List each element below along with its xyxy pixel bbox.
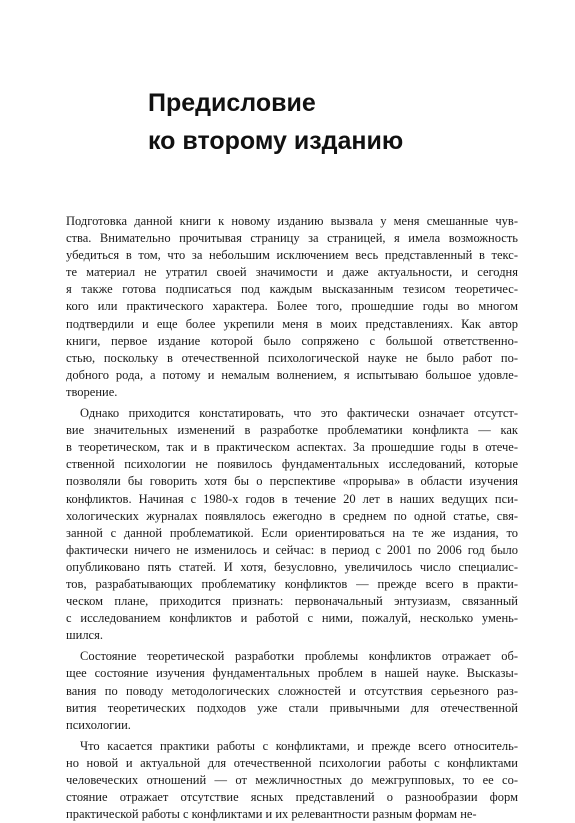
text-line: ства. Внимательно прочитывая страницу за страницей, я имела возможность — [66, 231, 518, 246]
text-line: опубликовано пять статей. И хотя, безусловно, увеличилось число специалис- — [66, 559, 518, 574]
text-line: Подготовка данной книги к новому изданию вызвала у меня смешанные чув- — [66, 214, 518, 228]
text-line: Однако приходится констатировать, что это фактически означает отсутст- — [80, 406, 518, 421]
text-line: творение. — [66, 384, 118, 399]
text-line: в теоретическом, так и в практическом аспектах. За прошедшие годы в отече- — [66, 440, 518, 455]
text-line: тов, разрабатывающих проблематику конфликтов — прежде всего в практи- — [66, 576, 518, 591]
text-line: Состояние теоретической разработки проблемы конфликтов отражает об- — [80, 649, 518, 664]
text-line: добного рода, а потому и немалым волнением, я испытываю большое удовле- — [66, 367, 518, 382]
text-line: я также готова подписаться под каждым высказанным тезисом теоретичес- — [66, 282, 518, 297]
text-line: позволяли бы говорить хотя бы о перспективе «прорыва» в области изучения — [66, 474, 518, 489]
text-line: книги, первое издание которой было сопряжено с большой ответственно- — [66, 333, 518, 348]
text-line: вие значительных изменений в разработке проблематики конфликта — как — [66, 423, 518, 438]
text-line: фактически ничего не изменилось и сейчас: в период с 2001 по 2006 год было — [66, 542, 518, 557]
paragraph — [66, 648, 518, 733]
text-line: подтвердили и еще более укрепили меня в моих представлениях. Как автор — [66, 316, 518, 331]
body-text — [66, 213, 518, 823]
text-line: ческом плане, приходится признать: первоначальный энтузиазм, связанный — [66, 594, 518, 609]
text-line: шился. — [66, 628, 103, 643]
page-title — [148, 84, 548, 160]
text-line: ственной психологии не появилось фундаментальных исследований, которые — [66, 457, 518, 472]
text-line: хологических журналах появлялось ежегодно в среднем по одной статье, свя- — [66, 508, 518, 523]
title-line-2: ко второму изданию — [148, 127, 404, 155]
text-line: кого или практического характера. Более того, прошедшие годы во многом — [66, 299, 518, 314]
text-line: Что касается практики работы с конфликтами, и прежде всего относитель- — [80, 738, 518, 753]
text-line: вития теоретических подходов уже стали привычными для отечественной — [66, 700, 518, 715]
text-line: убедиться в том, что за небольшим исключением весь представленный в текс- — [66, 248, 518, 263]
text-line: стью, поскольку в отечественной психологической науке не было работ по- — [66, 350, 518, 365]
text-line: но новой и актуальной для отечественной психологии работы с конфликтами — [66, 755, 518, 770]
text-line: практической работы с конфликтами и их релевантности разным формам не- — [66, 807, 477, 822]
text-line: занной с данной проблематикой. Если ориентироваться на те же издания, то — [66, 525, 518, 540]
paragraph — [66, 738, 518, 823]
text-line: вания по поводу методологических сложностей и отсутствия серьезного раз- — [66, 683, 518, 698]
text-line: стояние отражает отсутствие ясных представлений о разнообразии форм — [66, 790, 518, 805]
text-line: психологии. — [66, 717, 131, 732]
paragraph — [66, 213, 518, 401]
title-line-1: Предисловие — [148, 89, 316, 117]
text-line: те материал не утратил своей значимости и даже актуальности, и сегодня — [66, 265, 518, 280]
text-line: конфликтов. Начиная с 1980-х годов в течение 20 лет в наших ведущих пси- — [66, 491, 518, 506]
text-line: щее состояние изучения фундаментальных проблем в нашей науке. Высказы- — [66, 666, 518, 681]
text-line: с исследованием конфликтов и работой с ними, пожалуй, несколько умень- — [66, 611, 518, 626]
paragraph — [66, 405, 518, 644]
text-line: человеческих отношений — от межличностных до межгрупповых, то ее со- — [66, 773, 518, 787]
